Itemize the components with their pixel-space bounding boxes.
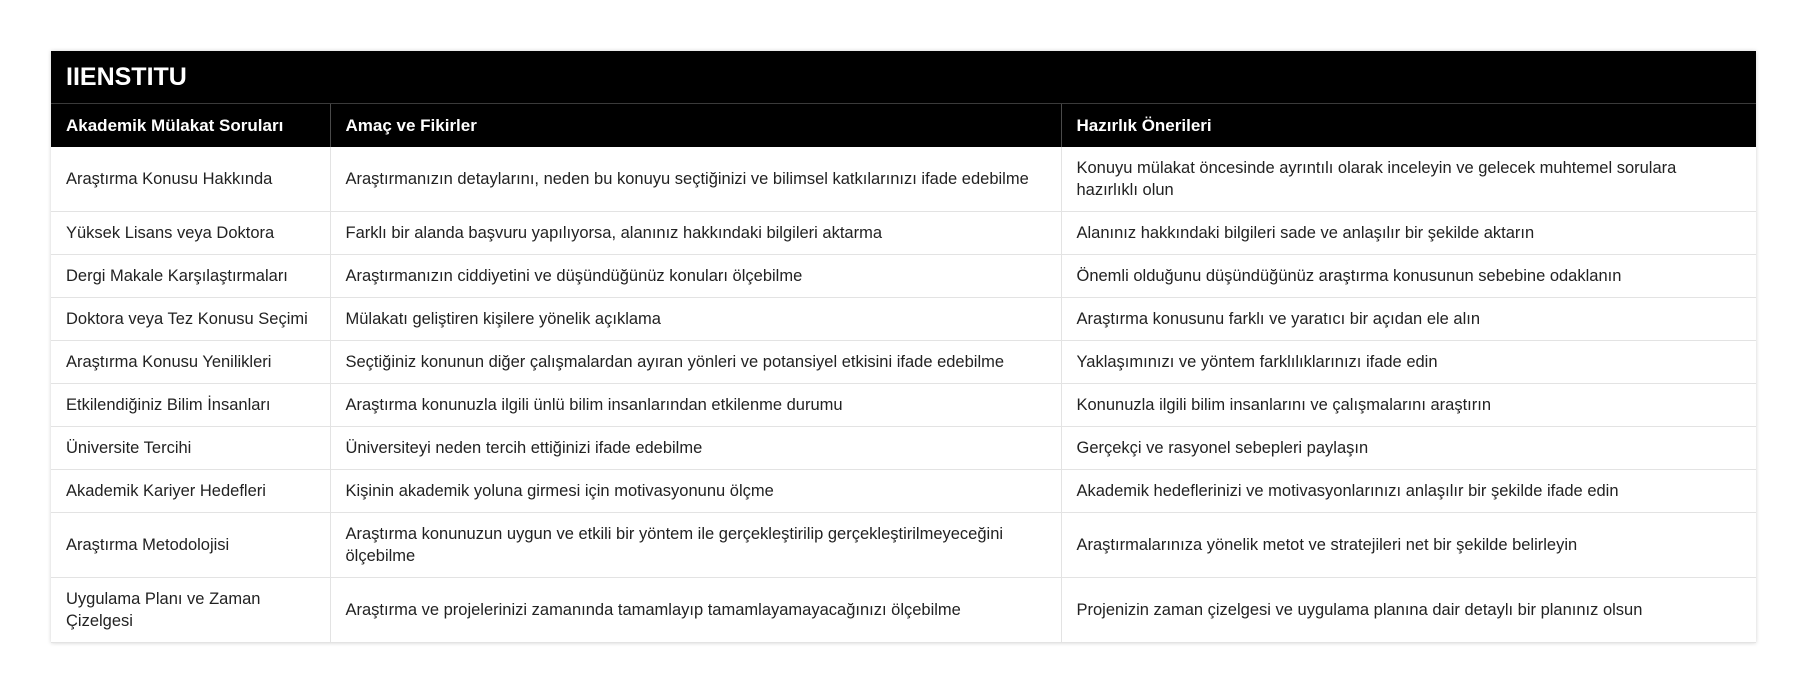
table-row xyxy=(51,578,1756,643)
interview-table xyxy=(51,104,1756,643)
table-row xyxy=(51,341,1756,384)
purpose-cell: Seçtiğiniz konunun diğer çalışmalardan ayıran yönleri ve potansiyel etkisini ifade edebilme xyxy=(330,341,1061,384)
question-cell: Doktora veya Tez Konusu Seçimi xyxy=(51,298,330,341)
question-cell: Dergi Makale Karşılaştırmaları xyxy=(51,255,330,298)
purpose-cell: Araştırmanızın ciddiyetini ve düşündüğünüz konuları ölçebilme xyxy=(330,255,1061,298)
suggestion-cell: Projenizin zaman çizelgesi ve uygulama planına dair detaylı bir planınız olsun xyxy=(1061,578,1756,643)
purpose-cell: Araştırma ve projelerinizi zamanında tamamlayıp tamamlayamayacağınızı ölçebilme xyxy=(330,578,1061,643)
question-cell: Etkilendiğiniz Bilim İnsanları xyxy=(51,384,330,427)
question-cell: Yüksek Lisans veya Doktora xyxy=(51,212,330,255)
table-row xyxy=(51,470,1756,513)
question-cell: Üniversite Tercihi xyxy=(51,427,330,470)
suggestion-cell: Önemli olduğunu düşündüğünüz araştırma konusunun sebebine odaklanın xyxy=(1061,255,1756,298)
table-row xyxy=(51,212,1756,255)
table-row xyxy=(51,513,1756,578)
question-cell: Araştırma Konusu Yenilikleri xyxy=(51,341,330,384)
content-table-card xyxy=(51,51,1756,643)
suggestion-cell: Konuyu mülakat öncesinde ayrıntılı olarak inceleyin ve gelecek muhtemel sorulara hazırlıklı olun xyxy=(1061,147,1756,212)
question-cell: Araştırma Konusu Hakkında xyxy=(51,147,330,212)
question-cell: Araştırma Metodolojisi xyxy=(51,513,330,578)
purpose-cell: Farklı bir alanda başvuru yapılıyorsa, alanınız hakkındaki bilgileri aktarma xyxy=(330,212,1061,255)
table-row xyxy=(51,147,1756,212)
purpose-cell: Araştırmanızın detaylarını, neden bu konuyu seçtiğinizi ve bilimsel katkılarınızı ifade edebilme xyxy=(330,147,1061,212)
suggestion-cell: Gerçekçi ve rasyonel sebepleri paylaşın xyxy=(1061,427,1756,470)
table-row xyxy=(51,255,1756,298)
header-row xyxy=(51,104,1756,147)
question-cell: Uygulama Planı ve Zaman Çizelgesi xyxy=(51,578,330,643)
suggestion-cell: Alanınız hakkındaki bilgileri sade ve anlaşılır bir şekilde aktarın xyxy=(1061,212,1756,255)
suggestion-cell: Araştırmalarınıza yönelik metot ve stratejileri net bir şekilde belirleyin xyxy=(1061,513,1756,578)
table-row xyxy=(51,298,1756,341)
column-header-questions: Akademik Mülakat Soruları xyxy=(51,104,330,147)
suggestion-cell: Araştırma konusunu farklı ve yaratıcı bir açıdan ele alın xyxy=(1061,298,1756,341)
column-header-purpose: Amaç ve Fikirler xyxy=(330,104,1061,147)
suggestion-cell: Akademik hedeflerinizi ve motivasyonlarınızı anlaşılır bir şekilde ifade edin xyxy=(1061,470,1756,513)
column-header-suggestions: Hazırlık Önerileri xyxy=(1061,104,1756,147)
suggestion-cell: Yaklaşımınızı ve yöntem farklılıklarınızı ifade edin xyxy=(1061,341,1756,384)
purpose-cell: Mülakatı geliştiren kişilere yönelik açıklama xyxy=(330,298,1061,341)
suggestion-cell: Konunuzla ilgili bilim insanlarını ve çalışmalarını araştırın xyxy=(1061,384,1756,427)
table-row xyxy=(51,427,1756,470)
question-cell: Akademik Kariyer Hedefleri xyxy=(51,470,330,513)
purpose-cell: Üniversiteyi neden tercih ettiğinizi ifade edebilme xyxy=(330,427,1061,470)
purpose-cell: Araştırma konunuzla ilgili ünlü bilim insanlarından etkilenme durumu xyxy=(330,384,1061,427)
table-row xyxy=(51,384,1756,427)
purpose-cell: Kişinin akademik yoluna girmesi için motivasyonunu ölçme xyxy=(330,470,1061,513)
purpose-cell: Araştırma konunuzun uygun ve etkili bir yöntem ile gerçekleştirilip gerçekleştirilmeyeceğini ölçebilme xyxy=(330,513,1061,578)
table-title: IIENSTITU xyxy=(51,51,1756,104)
